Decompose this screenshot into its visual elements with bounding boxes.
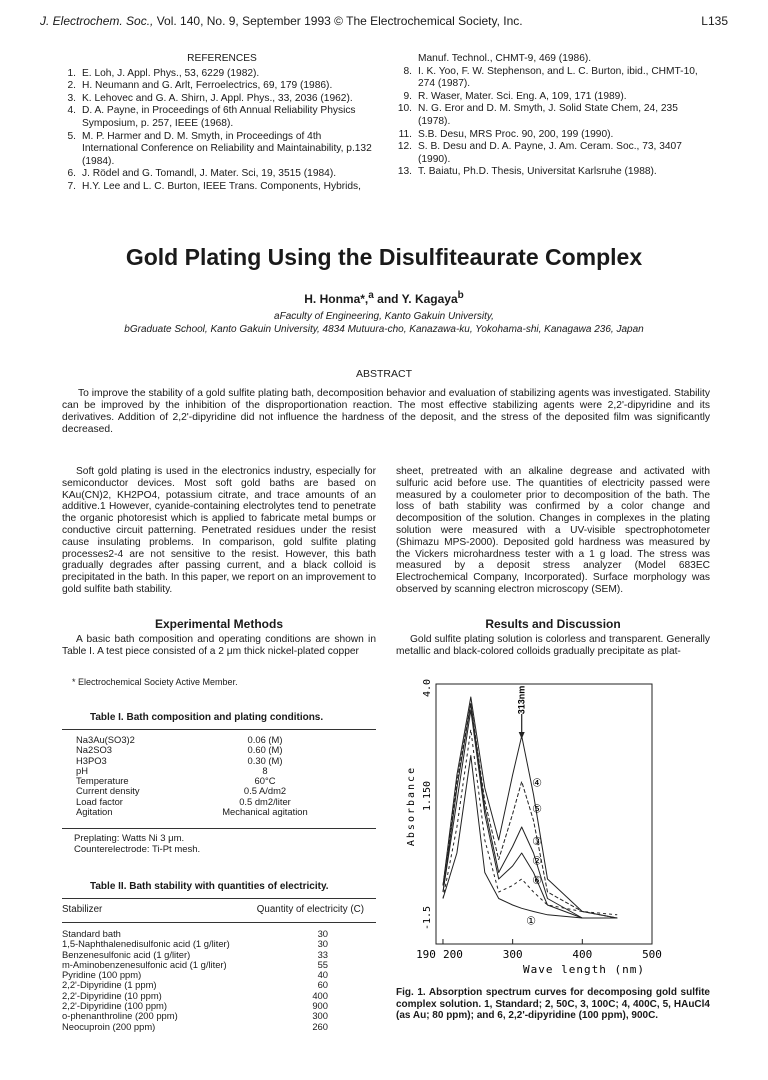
table1-row bbox=[62, 807, 376, 817]
series-line bbox=[443, 704, 617, 919]
reference-text: M. P. Harmer and D. M. Smyth, in Proceedings of 4th International Conference on Reliability and Maintainability, p.132 (1984). bbox=[82, 130, 372, 167]
table1-cell-label: Current density bbox=[76, 785, 140, 797]
table1-cell-value: 0.30 (M) bbox=[247, 754, 283, 766]
table1-cell-value: 60°C bbox=[254, 775, 276, 787]
table2-cell-quantity: 33 bbox=[317, 948, 328, 960]
running-header bbox=[40, 14, 728, 28]
article-title: Gold Plating Using the Disulfiteaurate Complex bbox=[125, 244, 643, 270]
table1-cell-value: 8 bbox=[262, 764, 268, 776]
table1-cell-label: Na3Au(SO3)2 bbox=[76, 734, 135, 745]
reference-text: J. Rödel and G. Tomandl, J. Mater. Sci, 19, 3515 (1984). bbox=[82, 168, 337, 180]
table1-cell-value: 0.06 (M) bbox=[247, 734, 283, 745]
table1-row bbox=[62, 756, 376, 766]
reference-number: 7. bbox=[67, 180, 76, 192]
table1-note: Preplating: Watts Ni 3 μm. bbox=[74, 833, 185, 844]
x-tick-label: 190 bbox=[416, 948, 436, 961]
reference-item bbox=[64, 93, 380, 106]
table1-cell-label: Na2SO3 bbox=[76, 744, 112, 756]
reference-text: T. Baiatu, Ph.D. Thesis, Universitat Karlsruhe (1988). bbox=[418, 166, 657, 178]
table1-note: Counterelectrode: Ti-Pt mesh. bbox=[74, 843, 201, 855]
figure-1-chart bbox=[392, 668, 722, 978]
series-line bbox=[443, 704, 617, 919]
table1-notes bbox=[74, 834, 200, 855]
table2-cell-stabilizer: 2,2'-Dipyridine (10 ppm) bbox=[62, 989, 162, 1001]
table2-cell-stabilizer: 2,2'-Dipyridine (100 ppm) bbox=[62, 1000, 167, 1012]
table1-cell-label: pH bbox=[76, 764, 88, 776]
table2-cell-quantity: 900 bbox=[312, 1000, 328, 1012]
reference-number: 9. bbox=[403, 90, 412, 102]
table2-cell-quantity: 400 bbox=[312, 989, 328, 1001]
x-tick-label: 400 bbox=[572, 948, 593, 961]
table2-cell-quantity: 300 bbox=[312, 1010, 328, 1022]
table2-cell-quantity: 30 bbox=[317, 938, 328, 950]
reference-text: Manuf. Technol., CHMT-9, 469 (1986). bbox=[418, 53, 592, 64]
experimental-heading: Experimental Methods bbox=[154, 617, 284, 631]
reference-item bbox=[396, 166, 710, 179]
table2-cell-quantity: 55 bbox=[317, 958, 328, 970]
table1-title: Table I. Bath composition and plating conditions. bbox=[90, 712, 324, 723]
x-axis-label: Wave length (nm) bbox=[523, 963, 645, 976]
reference-number bbox=[396, 53, 412, 66]
table2-cell-stabilizer: m-Aminobenzenesulfonic acid (1 g/liter) bbox=[62, 958, 227, 970]
figure-1-caption: Fig. 1. Absorption spectrum curves for decomposing gold sulfite complex solution. 1, Standard; 2, 50C, 3, 100C; 4, 400C, 5, HAuCl4 (as Au; 80 ppm); and 6, 2,2'-dipyridine (100 ppm), 900C. bbox=[396, 987, 710, 1021]
series-label: ② bbox=[532, 855, 542, 868]
reference-number: 8. bbox=[403, 65, 412, 77]
table2-col-stabilizer: Stabilizer bbox=[62, 904, 103, 915]
reference-number: 13. bbox=[397, 166, 412, 178]
reference-item bbox=[64, 131, 380, 169]
table2-cell-stabilizer: o-phenanthroline (200 ppm) bbox=[62, 1010, 178, 1022]
abstract-heading: ABSTRACT bbox=[355, 368, 412, 380]
affiliation-a: aFaculty of Engineering, Kanto Gakuin University, bbox=[274, 311, 494, 322]
table1-cell-value: Mechanical agitation bbox=[222, 806, 308, 818]
table2-cell-stabilizer: Standard bath bbox=[62, 928, 121, 939]
table2-cell-quantity: 260 bbox=[312, 1020, 328, 1032]
reference-item bbox=[64, 168, 380, 181]
reference-item bbox=[64, 80, 380, 93]
x-tick-label: 300 bbox=[502, 948, 523, 961]
x-tick-label: 200 bbox=[443, 948, 463, 961]
table2-cell-stabilizer: Pyridine (100 ppm) bbox=[62, 969, 142, 981]
y-tick-label: 1.150 bbox=[422, 780, 433, 812]
reference-text: K. Lehovec and G. A. Shirn, J. Appl. Phys., 33, 2036 (1962). bbox=[82, 92, 353, 104]
reference-item bbox=[396, 103, 710, 128]
y-axis-label: Absorbance bbox=[406, 765, 417, 847]
reference-number: 4. bbox=[67, 105, 76, 117]
references-left bbox=[64, 53, 380, 194]
table2-cell-quantity: 30 bbox=[317, 928, 328, 939]
intro-paragraph: Soft gold plating is used in the electronics industry, especially for semiconductor devices. Most soft gold baths are based on KAu(CN)2, KH2PO4, potassium citrate, and trace amounts of an additive.1 However, cyanide-containing electrolytes tend to penetrate the organic photoresist which is applied to fabricate metal bumps or conductive circuit patterning. Penetrated residues under the resist cause insulating problems. In comparison, gold sulfite plating processes2-4 are not sensitive to the resist. However, this bath gradually degrades after passing current, and a black colloid is precipitated in the bath. In this paper, we report on an improvement to gold sulfite bath stability. bbox=[62, 466, 376, 595]
footnote: * Electrochemical Society Active Member. bbox=[72, 677, 238, 687]
reference-item bbox=[396, 129, 710, 142]
table2-title: Table II. Bath stability with quantities of electricity. bbox=[90, 881, 329, 892]
reference-item bbox=[396, 66, 710, 91]
table2-cell-stabilizer: 2,2'-Dipyridine (1 ppm) bbox=[62, 979, 157, 991]
methods-paragraph: sheet, pretreated with an alkaline degrease and activated with sulfuric acid before use. The quantities of electricity passed were measured by a coulometer prior to decomposition of the bath. The loss of bath stability was confirmed by a color change and decomposition of the solution. Changes in complexes in the plating solution were measured with a UV-visible spectrophotometer (Shimazu MPS-2000). Deposited gold hardness was measured by the Vickers microhardness tester with a 1 g load. The stress was measured by a deposit stress analyzer (Model 683EC Electrochemical Company, Incorporated). Surface morphology was observed by scanning electron microscopy (SEM). bbox=[396, 466, 710, 595]
reference-number: 11. bbox=[398, 128, 412, 140]
series-line bbox=[443, 710, 617, 918]
series-label: ⑤ bbox=[532, 803, 542, 816]
reference-text: I. K. Yoo, F. W. Stephenson, and L. C. Burton, ibid., CHMT-10, 274 (1987). bbox=[418, 65, 698, 90]
reference-number: 10. bbox=[397, 103, 412, 115]
experimental-text: A basic bath composition and operating conditions are shown in Table I. A test piece consisted of a 2 μm thick nickel-plated copper bbox=[62, 634, 376, 657]
references-heading: REFERENCES bbox=[187, 53, 257, 64]
table1-cell-label: H3PO3 bbox=[76, 754, 107, 766]
journal-citation: J. Electrochem. Soc., Vol. 140, No. 9, September 1993 © The Electrochemical Society, Inc. bbox=[40, 14, 523, 28]
reference-item bbox=[396, 53, 710, 66]
table1-cell-value: 0.60 (M) bbox=[247, 744, 283, 756]
x-tick-label: 500 bbox=[642, 948, 662, 961]
table1-row bbox=[62, 745, 376, 755]
series-label: ④ bbox=[532, 777, 542, 790]
series-label: ③ bbox=[532, 836, 542, 848]
reference-text: R. Waser, Mater. Sci. Eng. A, 109, 171 (1989). bbox=[418, 90, 627, 102]
series-line bbox=[443, 730, 617, 915]
y-tick-label: 4.0 bbox=[422, 678, 433, 698]
affiliation-b: bGraduate School, Kanto Gakuin University, 4834 Mutuura-cho, Kanazawa-ku, Yokohama-shi, Kanagawa 236, Japan bbox=[124, 324, 644, 335]
reference-item bbox=[396, 91, 710, 104]
reference-number: 6. bbox=[67, 168, 76, 180]
reference-number: 3. bbox=[67, 92, 76, 104]
table1-top-rule bbox=[62, 729, 376, 730]
table2-body bbox=[62, 929, 376, 1032]
reference-item bbox=[64, 68, 380, 81]
results-text: Gold sulfite plating solution is colorless and transparent. Generally metallic and black-colored colloids gradually precipitate as plat- bbox=[396, 634, 710, 657]
table2-top-rule bbox=[62, 898, 376, 899]
reference-text: H.Y. Lee and L. C. Burton, IEEE Trans. Components, Hybrids, bbox=[82, 180, 361, 192]
table1-cell-value: 0.5 dm2/liter bbox=[239, 795, 291, 807]
reference-number: 12. bbox=[397, 141, 412, 153]
table2-col-quantity: Quantity of electricity (C) bbox=[256, 904, 364, 915]
reference-text: S. B. Desu and D. A. Payne, J. Am. Ceram. Soc., 73, 3407 (1990). bbox=[418, 141, 682, 165]
table1-body bbox=[62, 735, 376, 817]
references-right bbox=[396, 53, 710, 179]
table2-cell-quantity: 40 bbox=[317, 969, 328, 981]
table2-header-row bbox=[62, 905, 376, 915]
y-tick-label: -1.5 bbox=[422, 905, 433, 931]
reference-text: E. Loh, J. Appl. Phys., 53, 6229 (1982). bbox=[82, 67, 260, 79]
series-label: ① bbox=[526, 915, 536, 928]
table2-row bbox=[62, 1022, 376, 1032]
reference-item bbox=[64, 181, 380, 194]
reference-number: 2. bbox=[67, 80, 76, 92]
table2-cell-stabilizer: Benzenesulfonic acid (1 g/liter) bbox=[62, 948, 191, 960]
authors: H. Honma*,$^a$ and Y. Kagaya$^b$ bbox=[304, 290, 464, 306]
table2-cell-stabilizer: Neocuproin (200 ppm) bbox=[62, 1020, 156, 1032]
table2-cell-stabilizer: 1,5-Naphthalenedisulfonic acid (1 g/liter) bbox=[62, 938, 230, 950]
reference-text: H. Neumann and G. Arlt, Ferroelectrics, 69, 179 (1986). bbox=[82, 80, 333, 92]
table1-cell-label: Agitation bbox=[76, 806, 113, 818]
reference-text: N. G. Eror and D. M. Smyth, J. Solid State Chem, 24, 235 (1978). bbox=[418, 103, 678, 127]
reference-number: 5. bbox=[67, 130, 76, 142]
reference-text: D. A. Payne, in Proceedings of 6th Annual Reliability Physics Symposium, p. 257, IEEE (1968). bbox=[82, 105, 356, 129]
page-number: L135 bbox=[701, 14, 728, 28]
table2-cell-quantity: 60 bbox=[317, 979, 328, 991]
reference-text: S.B. Desu, MRS Proc. 90, 200, 199 (1990). bbox=[418, 128, 614, 140]
table1-cell-label: Temperature bbox=[76, 775, 129, 787]
table1-cell-value: 0.5 A/dm2 bbox=[243, 785, 287, 797]
abstract-text: To improve the stability of a gold sulfite plating bath, decomposition behavior and evaluation of stabilizing agents was investigated. Stability can be improved by the inhibition of the disproportionation reaction. The most effective stabilizing agents were 2,2'-dipyridine and its derivatives. Addition of 2,2'-dipyridine did not influence the hardness of the deposit, and the stress of the deposited film was significantly decreased. bbox=[62, 388, 710, 435]
results-heading: Results and Discussion bbox=[485, 617, 621, 631]
reference-number: 1. bbox=[67, 67, 76, 79]
wavelength-annotation: 313nm bbox=[516, 685, 527, 715]
reference-item bbox=[64, 105, 380, 130]
series-line bbox=[443, 697, 617, 918]
table1-cell-label: Load factor bbox=[76, 795, 123, 807]
table1-bottom-rule bbox=[62, 828, 376, 829]
reference-item bbox=[396, 141, 710, 166]
series-label: ⑥ bbox=[532, 875, 542, 887]
table2-header-rule bbox=[62, 922, 376, 923]
